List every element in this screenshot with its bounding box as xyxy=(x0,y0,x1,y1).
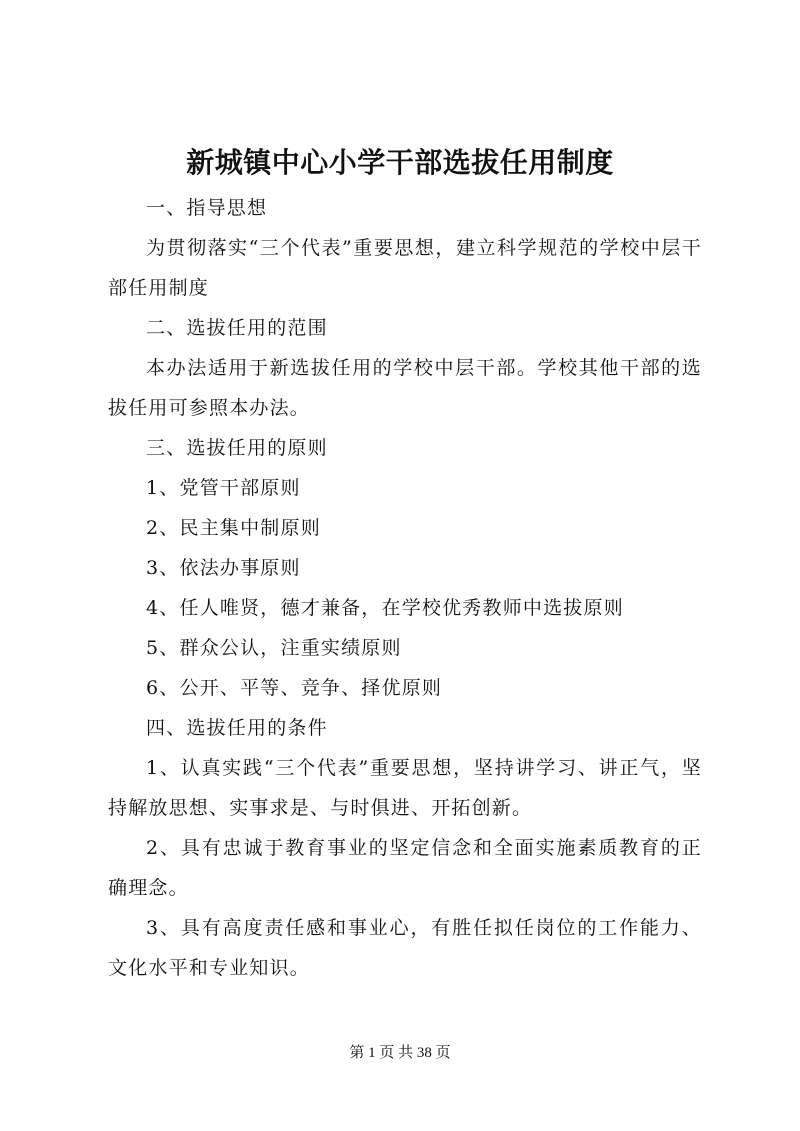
list-item-condition-3: 3、具有高度责任感和事业心，有胜任拟任岗位的工作能力、文化水平和专业知识。 xyxy=(108,917,702,979)
list-item-principle-1: 1、党管干部原则 xyxy=(146,477,301,499)
section-heading-scope: 二、选拔任用的范围 xyxy=(146,317,328,339)
section-heading-conditions: 四、选拔任用的条件 xyxy=(146,717,328,739)
page-number-footer: 第 1 页 共 38 页 xyxy=(349,1045,451,1061)
list-item-principle-4: 4、任人唯贤，德才兼备，在学校优秀教师中选拔原则 xyxy=(146,597,624,619)
paragraph-purpose: 为贯彻落实“三个代表”重要思想，建立科学规范的学校中层干部任用制度 xyxy=(108,237,702,299)
list-item-principle-5: 5、群众公认，注重实绩原则 xyxy=(146,637,402,659)
section-heading-principles: 三、选拔任用的原则 xyxy=(146,437,328,459)
section-heading-guiding-ideology: 一、指导思想 xyxy=(146,197,268,219)
paragraph-scope: 本办法适用于新选拔任用的学校中层干部。学校其他干部的选拔任用可参照本办法。 xyxy=(108,357,702,419)
list-item-principle-2: 2、民主集中制原则 xyxy=(146,517,321,539)
document-title: 新城镇中心小学干部选拔任用制度 xyxy=(186,146,614,179)
list-item-condition-2: 2、具有忠诚于教育事业的坚定信念和全面实施素质教育的正确理念。 xyxy=(108,837,702,899)
document-body xyxy=(108,188,702,988)
list-item-condition-1: 1、认真实践“三个代表”重要思想，坚持讲学习、讲正气，坚持解放思想、实事求是、与时俱进、开拓创新。 xyxy=(108,757,702,819)
list-item-principle-3: 3、依法办事原则 xyxy=(146,557,301,579)
list-item-principle-6: 6、公开、平等、竞争、择优原则 xyxy=(146,677,443,699)
